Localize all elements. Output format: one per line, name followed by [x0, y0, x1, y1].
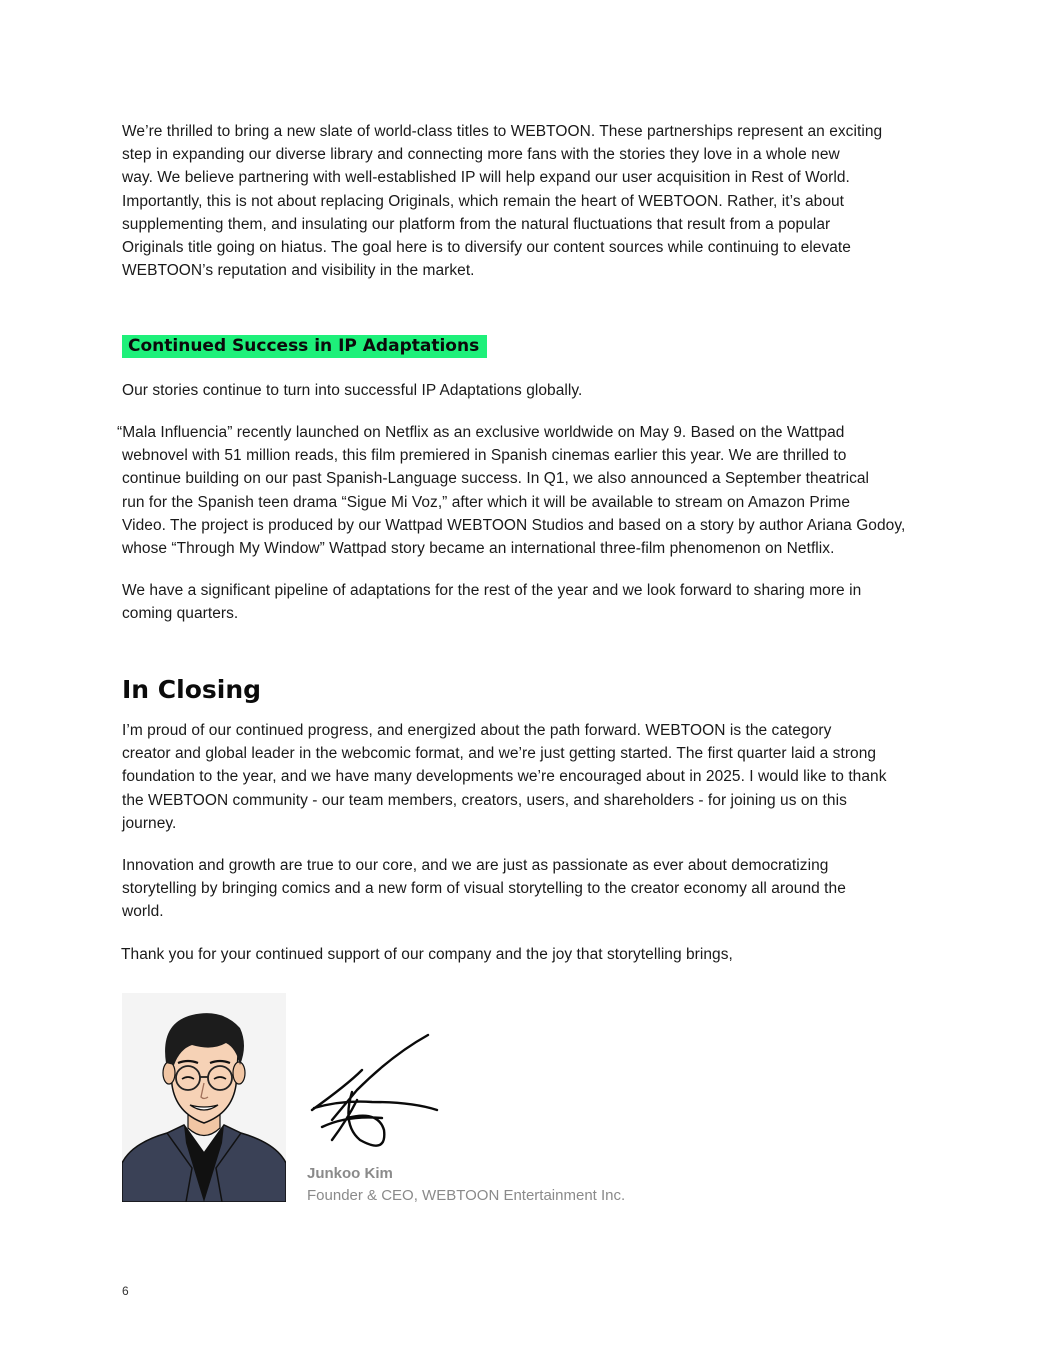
text-line: whose “Through My Window” Wattpad story became an international three-film phenomenon on Netflix. [122, 540, 835, 558]
text-line: way. We believe partnering with well-established IP will help expand our user acquisition in Rest of World. [122, 169, 850, 187]
closing-paragraph-2 [122, 854, 952, 924]
signatory-title: Founder & CEO, WEBTOON Entertainment Inc. [307, 1187, 626, 1204]
text-line: Importantly, this is not about replacing Originals, which remain the heart of WEBTOON. Rather, it’s about [122, 192, 845, 210]
text-line: webnovel with 51 million reads, this film premiered in Spanish cinemas earlier this year. We are thrilled to [122, 447, 847, 465]
ip-lead-paragraph: Our stories continue to turn into successful IP Adaptations globally. [122, 382, 583, 399]
text-line: WEBTOON’s reputation and visibility in the market. [122, 262, 475, 280]
closing-paragraph-1 [122, 719, 952, 835]
ip-paragraph-2 [122, 579, 952, 625]
text-line: We’re thrilled to bring a new slate of world-class titles to WEBTOON. These partnerships represent an exciting [122, 123, 883, 140]
text-line: the WEBTOON community - our team members, creators, users, and shareholders - for joining us on this [122, 791, 847, 809]
ip-paragraph-1 [117, 421, 957, 560]
ip-adaptations-heading: Continued Success in IP Adaptations [122, 335, 487, 358]
text-line: Originals title going on hiatus. The goal here is to diversify our content sources while continuing to elevate [122, 239, 851, 257]
page-number: 6 [122, 1284, 129, 1298]
text-line: continue building on our past Spanish-Language success. In Q1, we also announced a September theatrical [122, 470, 870, 488]
text-line: coming quarters. [122, 605, 239, 623]
text-line: world. [122, 903, 164, 921]
text-line: step in expanding our diverse library and connecting more fans with the stories they love in a whole new [122, 146, 840, 164]
text-line: creator and global leader in the webcomic format, and we’re just getting started. The first quarter laid a strong [122, 745, 877, 763]
ceo-signature [302, 1030, 442, 1155]
text-line: “Mala Influencia” recently launched on Netflix as an exclusive worldwide on May 9. Based on the Wattpad [117, 424, 845, 441]
ceo-portrait [122, 993, 286, 1202]
sign-off-line: Thank you for your continued support of our company and the joy that storytelling brings, [121, 946, 733, 963]
text-line: We have a significant pipeline of adaptations for the rest of the year and we look forward to sharing more in [122, 582, 862, 599]
text-line: run for the Spanish teen drama “Sigue Mi Voz,” after which it will be available to stream on Amazon Prime [122, 493, 851, 511]
in-closing-heading: In Closing [122, 675, 262, 704]
text-line: Video. The project is produced by our Wattpad WEBTOON Studios and based on a story by author Ariana Godoy, [122, 516, 906, 534]
text-line: Innovation and growth are true to our core, and we are just as passionate as ever about democratizing [122, 857, 829, 874]
text-line: journey. [122, 814, 177, 832]
text-line: I’m proud of our continued progress, and energized about the path forward. WEBTOON is the category [122, 722, 832, 739]
text-line: supplementing them, and insulating our platform from the natural fluctuations that result from a popular [122, 215, 831, 233]
signatory-name: Junkoo Kim [307, 1165, 393, 1182]
text-line: storytelling by bringing comics and a new form of visual storytelling to the creator economy all around the [122, 880, 846, 898]
text-line: foundation to the year, and we have many developments we’re encouraged about in 2025. I would like to thank [122, 768, 887, 786]
intro-paragraph [122, 120, 952, 282]
